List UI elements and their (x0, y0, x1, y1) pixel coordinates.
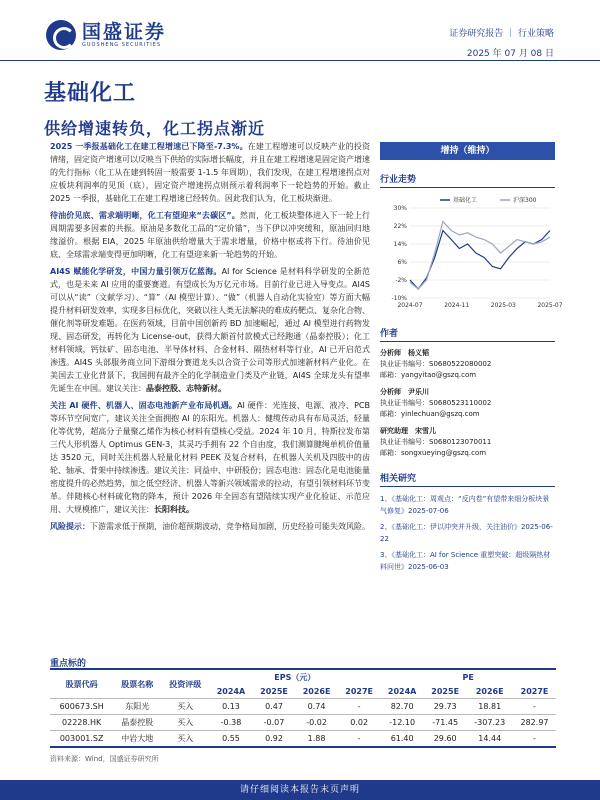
table-cell: -0.38 (209, 715, 252, 731)
year-header: 2026E (302, 687, 331, 696)
x-tick-label: 2024-11 (444, 302, 470, 309)
authors-title: 作者 (380, 326, 555, 342)
table-body (50, 699, 556, 748)
legend-label: 沪深300 (513, 197, 537, 204)
table-cell: 82.70 (380, 699, 423, 715)
main-body (50, 140, 370, 537)
table-cell: 晶泰控股 (113, 715, 161, 731)
related-item[interactable]: 1、《基础化工：周观点：“反内卷”有望带来细分板块景气修复》2025-07-06 (380, 495, 550, 515)
table-cell: 29.73 (424, 699, 467, 715)
y-tick-label: 30% (393, 205, 407, 212)
table-row (50, 715, 556, 731)
author-cert: 执业证书编号：S0680522080002 (380, 360, 492, 368)
table-cell: 0.02 (338, 715, 381, 731)
table-row (50, 699, 556, 715)
year-header: 2025E (431, 687, 460, 696)
table-title: 重点标的 (50, 659, 87, 669)
related-title: 相关研究 (380, 471, 555, 487)
related-item[interactable]: 3、《基础化工：AI for Science 重塑突破：超级隔热材料问世》2025-06-03 (380, 551, 551, 571)
author-role: 分析师 (380, 388, 401, 396)
table-cell: - (338, 731, 381, 748)
table-cell: - (338, 699, 381, 715)
author-item (380, 348, 555, 381)
table-cell: 1.88 (295, 731, 338, 748)
table-cell: -0.02 (295, 715, 338, 731)
author-role: 分析师 (380, 349, 401, 357)
trend-title: 行业走势 (380, 172, 555, 188)
report-category: 证券研究报告 ｜ 行业策略 (449, 29, 554, 39)
table-cell: 0.47 (253, 699, 296, 715)
year-header: 2026E (475, 687, 504, 696)
legend-label: 基础化工 (453, 197, 478, 204)
col-eps: EPS（元） (209, 669, 380, 685)
y-tick-label: 14% (393, 241, 407, 248)
table-cell: 0.92 (253, 731, 296, 748)
table-cell: 中岩大地 (113, 731, 161, 748)
col-name: 股票名称 (113, 669, 161, 699)
sidebar (380, 142, 563, 577)
year-header: 2024A (216, 687, 246, 696)
table-cell: 18.81 (466, 699, 513, 715)
y-tick-label: -2% (395, 277, 407, 284)
related-item[interactable]: 2、《基础化工：伊以冲突并升级，关注油价》2025-06-22 (380, 523, 553, 543)
logo-en: GUOSHENG SECURITIES (82, 42, 162, 48)
company-logo (46, 20, 166, 50)
table-cell: 东阳光 (113, 699, 161, 715)
table-cell: 0.55 (209, 731, 252, 748)
y-tick-label: -10% (391, 295, 407, 302)
y-tick-label: 6% (397, 259, 407, 266)
page-title: 基础化工 (44, 81, 137, 106)
table-cell: - (513, 699, 556, 715)
header-divider (0, 60, 600, 61)
col-code: 股票代码 (50, 669, 113, 699)
author-email[interactable]: 邮箱：songxueying@gszq.com (380, 449, 487, 457)
chart-svg (380, 194, 563, 314)
author-name: 杨义韬 (408, 349, 429, 357)
author-name: 宋雪儿 (415, 427, 436, 435)
paragraph-3: AI4S 赋能化学研发，中国力量引领万亿蓝海。AI for Science 是材料科学研发的全新范式，也是未来 AI 应用的重要赛道。有望成长为万亿元市场。目前行业已进入导变点。AI4S 可以从“读”（文献学习）、“算”（AI 模型计算）、“做”（机器人自动化实验室）等方面大幅提升材料研发效率，实现多目标优化，突破以往人类无法解决的难成药靶点、复杂化合物、催化剂等研发难题。在医药领域，目前中国创新药 BD 加速崛起，通过 AI 模型进行药物发现、固态研发，再转化为 License-out，获得大额首付款模式已经跑通（晶泰控股）；化工材料领域，钙钛矿、固态电池、半导体材料、合金材料、隔热材料等行业，AI 已开启范式渗透。AI4S 头部服务商立同下游细分赛道龙头以合资子公司等形式加速新材料产业化。在美国去工业化背景下，我国拥有最齐全的化学制造业门类及产业链，AI4S 全球龙头有望率先诞生在中国。建议关注：晶泰控股、志特新材。 (50, 267, 370, 393)
report-date: 2025 年 07 月 08 日 (466, 49, 554, 59)
logo-icon (46, 20, 76, 50)
table-source: 资料来源：Wind，国盛证券研究所 (50, 755, 159, 763)
col-rating: 投资评级 (161, 669, 209, 699)
table-cell: -12.10 (380, 715, 423, 731)
author-item (380, 387, 555, 420)
author-name: 尹乐川 (408, 388, 429, 396)
x-tick-label: 2025-07 (537, 302, 563, 309)
author-email[interactable]: 邮箱：yinlechuan@gszq.com (380, 410, 480, 418)
author-role: 研究助理 (380, 427, 408, 435)
author-item (380, 426, 555, 459)
paragraph-1: 2025 一季报基础化工在建工程增速已下降至-7.3%。在建工程增速可以反映产业的投资情绪，固定资产增速可以反映当下供给的实际增长幅度，并且在建工程增速是固定资产增速的先行指标（化工从在建到转固一般需要 1-1.5 年周期），我们发现，在建工程增速拐点对应板块利润率的见顶（底），固定资产增速拐点则预示着利润率下一轮趋势的开始。截止 2025 一季报，基础化工在建工程增速已经转负。因此我们认为，化工板块渐进。 (50, 142, 371, 203)
table-cell: 0.13 (209, 699, 252, 715)
related-list (380, 493, 555, 573)
table-cell: 买入 (161, 731, 209, 748)
table-row (50, 731, 556, 748)
table-cell: -307.23 (466, 715, 513, 731)
authors-list (380, 348, 555, 459)
footer-disclaimer: 请仔细阅读本报告末页声明 (0, 780, 600, 800)
risk-paragraph: 风险提示：下游需求低于预期，油价超预期波动，竞争格局加剧，历史经验可能失效风险。 (50, 522, 370, 531)
col-pe: PE (380, 669, 556, 685)
rating-badge: 增持（维持） (380, 142, 555, 160)
table-cell: - (513, 731, 556, 748)
table-cell: 61.40 (380, 731, 423, 748)
table-cell: 600673.SH (50, 699, 113, 715)
table-cell: 买入 (161, 715, 209, 731)
table-cell: -0.07 (253, 715, 296, 731)
table-cell: 003001.SZ (50, 731, 113, 748)
table-cell: 29.60 (424, 731, 467, 748)
year-header: 2027E (520, 687, 549, 696)
table-cell: 02228.HK (50, 715, 113, 731)
x-tick-label: 2024-07 (397, 302, 423, 309)
table-cell: 282.97 (513, 715, 556, 731)
table-cell: 买入 (161, 699, 209, 715)
table-cell: 0.74 (295, 699, 338, 715)
table-cell: 14.44 (466, 731, 513, 748)
page-subtitle: 供给增速转负，化工拐点渐近 (44, 119, 266, 138)
y-tick-label: 22% (393, 223, 407, 230)
year-header: 2027E (345, 687, 373, 696)
author-cert: 执业证书编号：S0680123070011 (380, 438, 492, 446)
year-header: 2025E (260, 687, 288, 696)
author-cert: 执业证书编号：S0680523110002 (380, 399, 492, 407)
author-email[interactable]: 邮箱：yangyitao@gszq.com (380, 371, 477, 379)
stocks-table (50, 668, 556, 748)
paragraph-2: 待油价见底、需求端明晰，化工有望迎来“去碳区”。然而，化工板块整体进入下一轮上行周期需要多因素的共振。原油是多数化工品的“定价锚”，当下伊以冲突缓和，原油回归地缘溢价。根据 EIA，2025 年原油供给增量大于需求增量，价格中枢或将下行。待油价见底、全球需求端变得更加明晰，化工有望迎来新一轮趋势的开始。 (50, 211, 370, 259)
year-header: 2024A (387, 687, 417, 696)
logo-cn: 国盛证券 (82, 21, 167, 43)
table-cell: -71.45 (424, 715, 467, 731)
paragraph-4: 关注 AI 硬件、机器人、固态电池新产业布局机遇。AI 硬件：光连接、电源、液冷、PCB 等环节空间宽广，建议关注全面拥抱 AI 的东阳光。机器人：健缆传动具有布局灵活，轻量化等优势，超高分子量聚乙烯作为核心材料有望核心受益。2024 年 10 月，特斯拉发布第三代人形机器人 Optimus GEN-3，其灵巧手拥有 22 个自由度，我们测算腱绳单机价值量达 3520 元，同时关注机器人轻量化材料 PEEK 及复合材料，在机器人关机及四肢中的齿轮、轴承、骨架中持续渗透。建议关注：同益中、中研股份；固态电池：固态化是电池能量密度提升的必然趋势，加之低空经济、机器人等新兴领域需求的拉动，有望引领材料环节变革。伴随核心材料硫化物的降本，预计 2026 年全固态有望陆续实现产业化验证、示范应用、大规模推广，建议关注：长阳科技。 (50, 401, 370, 514)
trend-chart (380, 194, 563, 314)
x-tick-label: 2025-03 (490, 302, 516, 309)
